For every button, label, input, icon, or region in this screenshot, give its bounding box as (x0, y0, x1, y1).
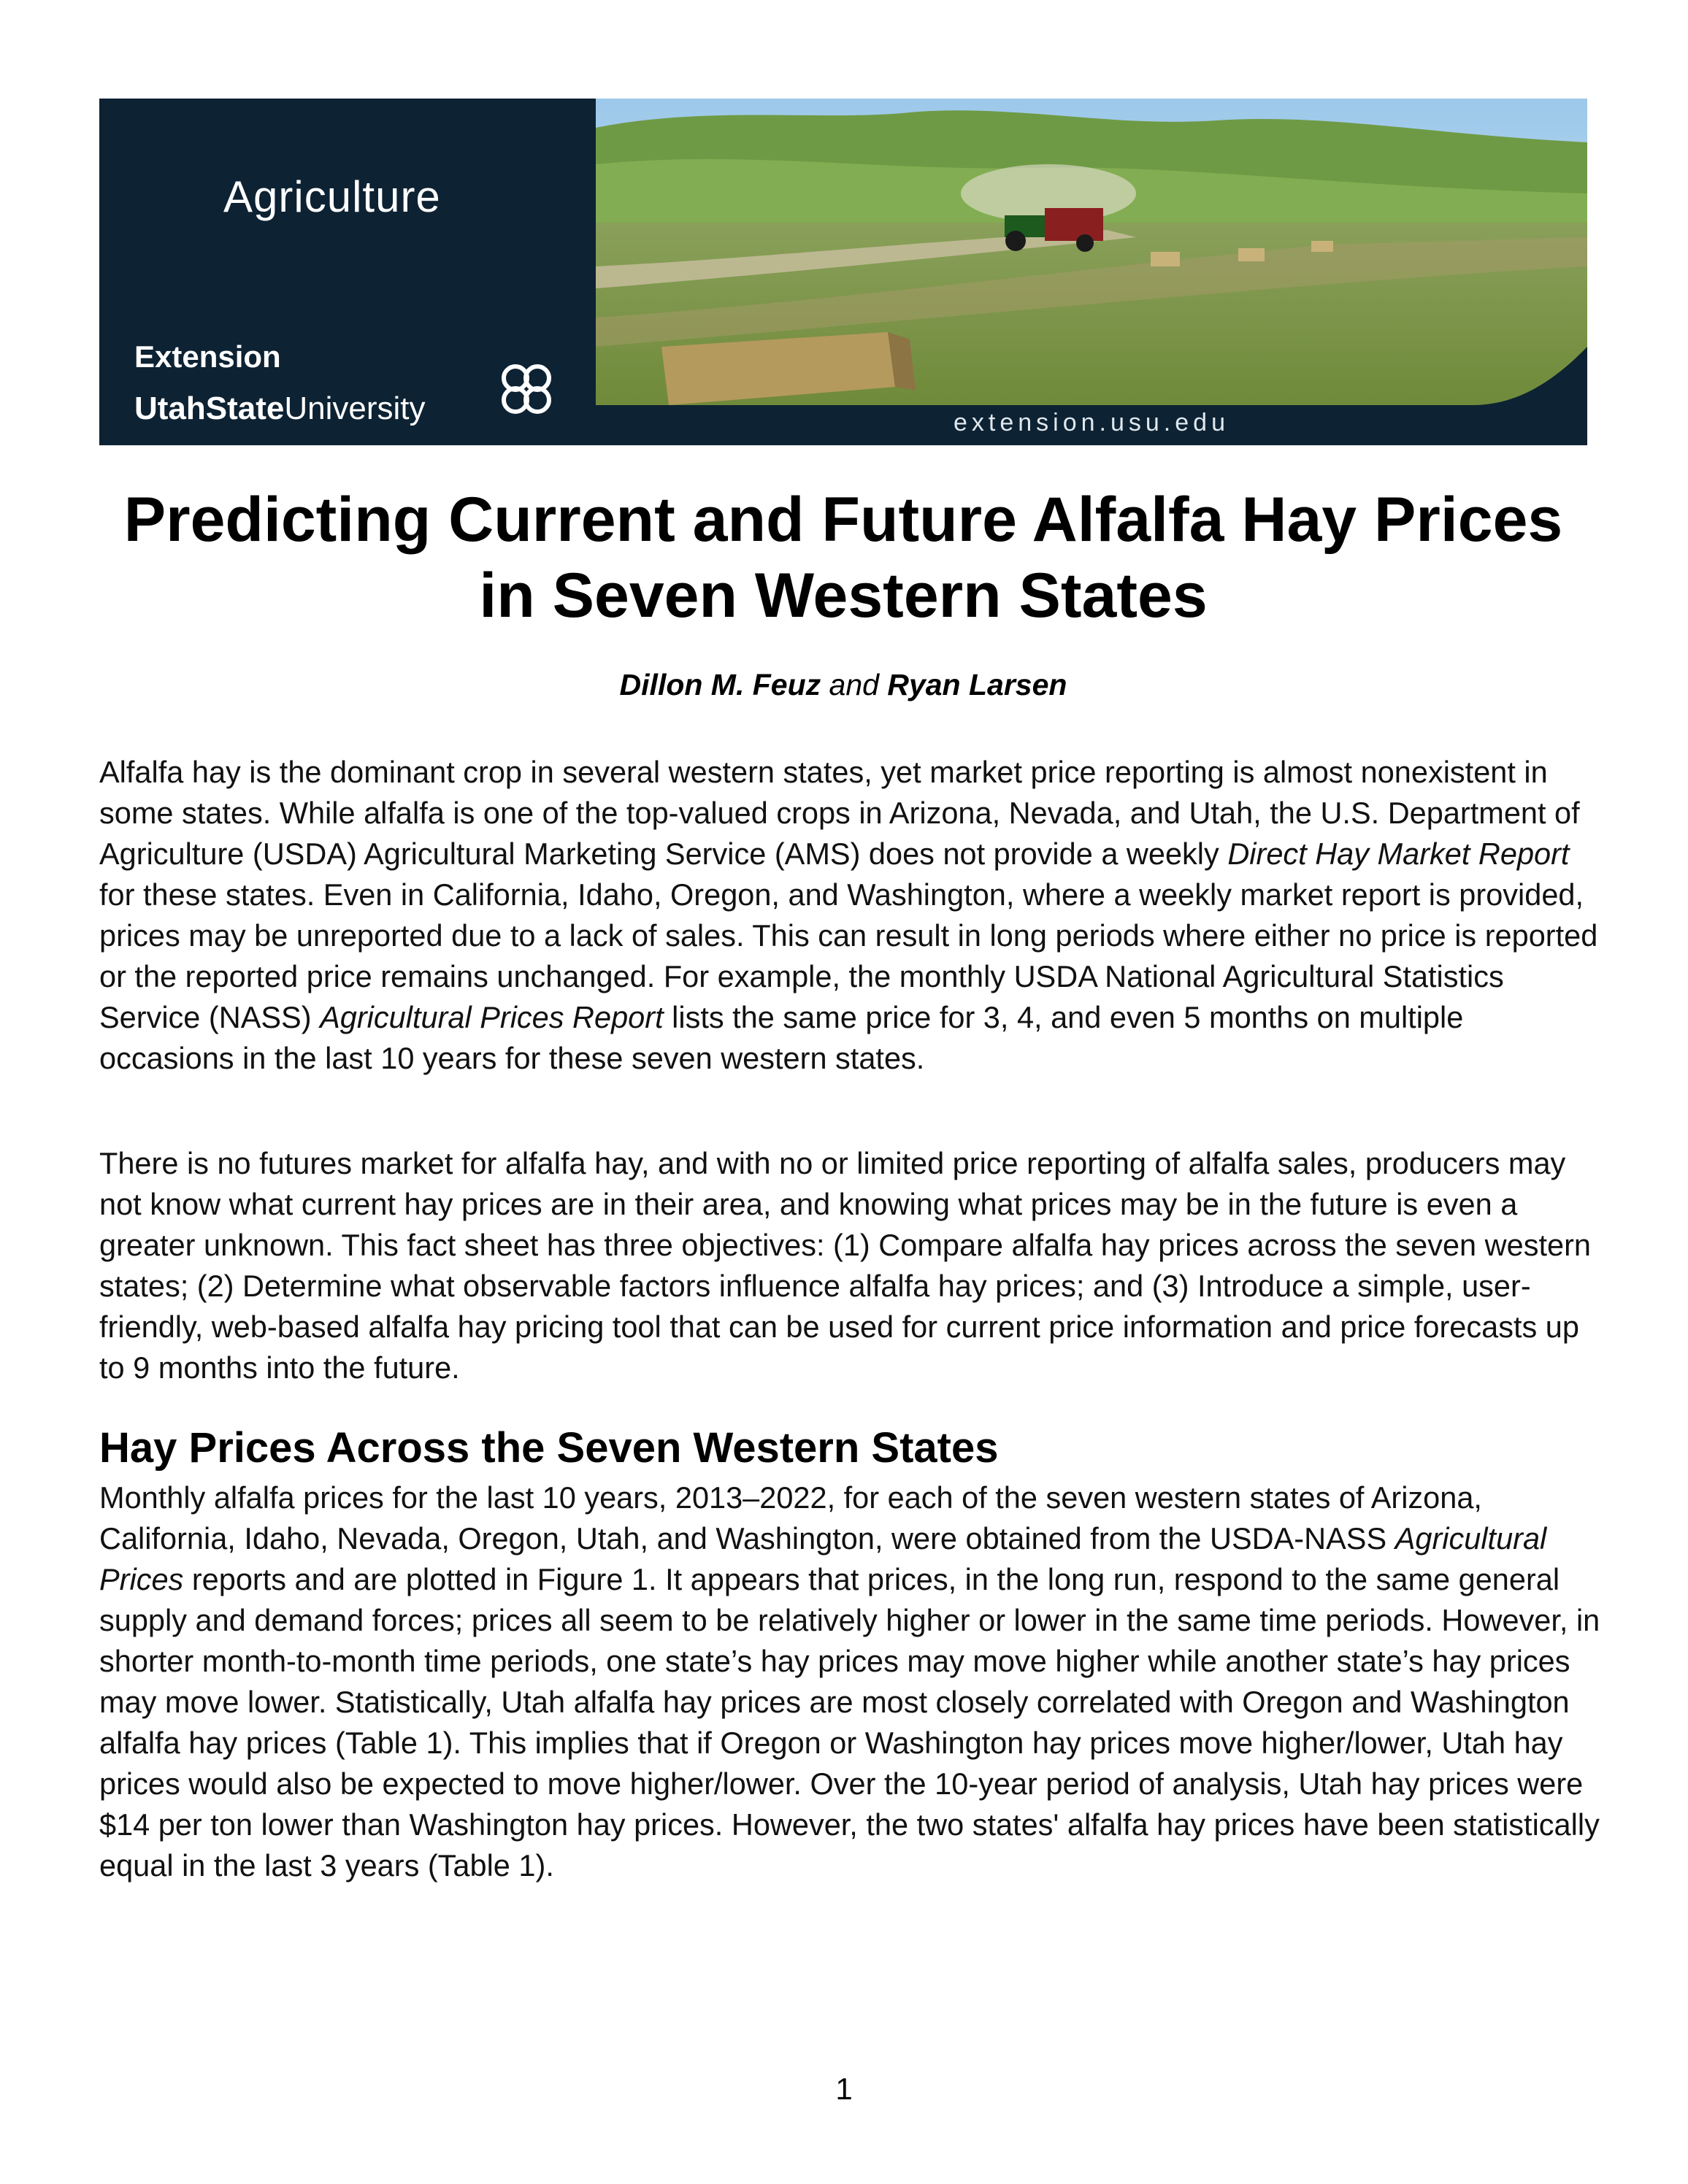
intro-p1-text-a: Alfalfa hay is the dominant crop in several western states, yet market price reporting is almost nonexistent in some states. While alfalfa is one of the top-valued crops in Arizona, Nevada, and Utah, the U.S. Department of Agriculture (USDA) Agricultural Marketing Service (AMS) does not provide a weekly (99, 755, 1580, 871)
intro-paragraph-2: There is no futures market for alfalfa hay, and with no or limited price reporting of alfalfa sales, producers may not know what current hay prices are in their area, and knowing what prices may be in the future is even a greater unknown. This fact sheet has three objectives: (1) Compare alfalfa hay prices across the seven western states; (2) Determine what observable factors influence alfalfa hay prices; and (3) Introduce a simple, user-friendly, web-based alfalfa hay pricing tool that can be used for current price information and price forecasts up to 9 months into the future. (99, 1146, 1591, 1385)
title-line-1: Predicting Current and Future Alfalfa Hay Prices (123, 485, 1563, 555)
page-number: 1 (835, 2072, 853, 2106)
extension-url: extension.usu.edu (954, 409, 1229, 437)
banner-category: Agriculture (223, 172, 441, 221)
report-title-ag-prices-2: Agricultural Prices (99, 1521, 1547, 1596)
hay-field-photo (596, 99, 1587, 405)
author-2: Ryan Larsen (887, 668, 1067, 701)
university-logo-regular: University (284, 391, 426, 426)
author-1: Dillon M. Feuz (619, 668, 821, 701)
section-p-text-a: Monthly alfalfa prices for the last 10 years, 2013–2022, for each of the seven western states of Arizona, California, Idaho, Nevada, Oregon, Utah, and Washington, were obtained from the USDA-NASS (99, 1480, 1482, 1556)
header-banner (99, 99, 1587, 445)
intro-p1-text-c: lists the same price for 3, 4, and even 5 months on multiple occasions in the last 10 years for these seven western states. (99, 1000, 1464, 1075)
section-paragraph (99, 1477, 1603, 1886)
university-logo-bold: UtahState (134, 391, 285, 426)
four-h-clover-icon (497, 360, 556, 418)
report-title-ag-prices: Agricultural Prices Report (320, 1000, 664, 1034)
intro-paragraph-1 (99, 752, 1603, 1079)
author-line (99, 668, 1587, 702)
section-heading: Hay Prices Across the Seven Western States (99, 1424, 999, 1472)
university-logo-text (134, 391, 426, 427)
banner-extension-label: Extension (134, 339, 281, 374)
report-title-direct-hay: Direct Hay Market Report (1227, 837, 1570, 871)
author-conjunction: and (821, 668, 888, 701)
intro-p1-text-b: for these states. Even in California, Idaho, Oregon, and Washington, where a weekly market report is provided, prices may be unreported due to a lack of sales. This can result in long periods where either no price is reported or the reported price remains unchanged. For example, the monthly USDA National Agricultural Statistics Service (NASS) (99, 877, 1598, 1034)
page-title (99, 482, 1587, 634)
section-p-text-b: reports and are plotted in Figure 1. It appears that prices, in the long run, respond to the same general supply and demand forces; prices all seem to be relatively higher or lower in the same time periods. However, in shorter month-to-month time periods, one state’s hay prices may move higher while another state’s hay prices may move lower. Statistically, Utah alfalfa hay prices are most closely correlated with Oregon and Washington alfalfa hay prices (Table 1). This implies that if Oregon or Washington hay prices move higher/lower, Utah hay prices would also be expected to move higher/lower. Over the 10-year period of analysis, Utah hay prices were $14 per ton lower than Washington hay prices. However, the two states' alfalfa hay prices have been statistically equal in the last 3 years (Table 1). (99, 1562, 1600, 1883)
title-line-2: in Seven Western States (479, 561, 1208, 631)
